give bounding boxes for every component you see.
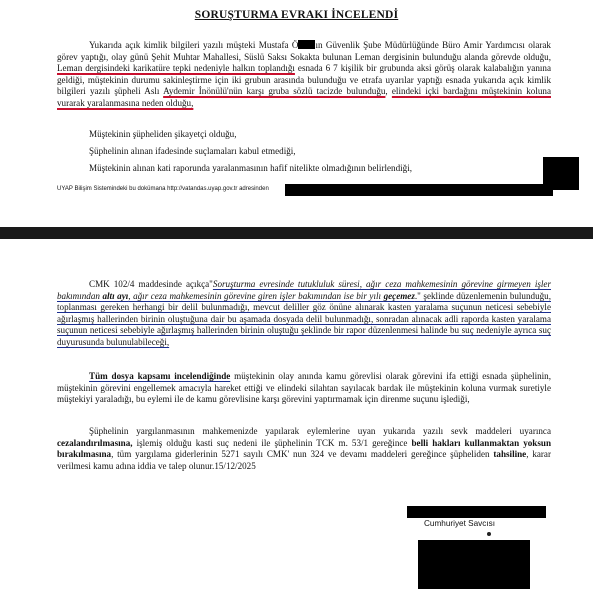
red-underline-1: Leman dergisindeki karikatüre tepki nedeniyle halkın toplandığı bbox=[57, 63, 295, 74]
line-complaint: Müştekinin şüpheliden şikayetçi olduğu, bbox=[89, 129, 237, 139]
red-underline-3: elindeki içki bardağını müştekinin koluna vurarak yaralanmasına neden olduğu, bbox=[57, 86, 551, 108]
document-title: SORUŞTURMA EVRAKI İNCELENDİ bbox=[194, 9, 399, 21]
signature-title: Cumhuriyet Savcısı bbox=[424, 519, 495, 528]
signature-mark bbox=[487, 532, 491, 536]
paragraph-assessment: Tüm dosya kapsamı incelendiğinde müştekinin olay anında kamu görevlisi olarak görevini ifa ettiği esnada şüphelinin, müştekinin görevini engellemek amacıyla hareket ettiği ve elindeki silahtan sayılacak bardak ile müştekinin koluna vurmak suretiyle müştekiyi yaraladığı, bu eylemi ile de kamu görevlisine karşı görevini yaptırmamak için direnme suçunu işlediği, bbox=[57, 371, 551, 405]
redaction-stamp bbox=[543, 157, 579, 190]
red-underline-2: Aydemir İnönülü'nün karşı gruba sözlü tacizde bulunduğu bbox=[163, 86, 386, 97]
redaction-footer bbox=[285, 184, 553, 196]
line-medical-report: Müştekinin alınan kati raporunda yaralanmasının hafif nitelikte olmadığının belirlendiği, bbox=[89, 163, 412, 173]
paragraph-incident: Yukarıda açık kimlik bilgileri yazılı müşteki Mustafa Ö ın Güvenlik Şube Müdürlüğünde Büro Amir Yardımcısı olarak görev yaptığı, olay günü Şehit Muhtar Mahallesi, Süslü Saksı Sokakta bulunan Leman dergisinin bulunduğu alanda görevde olduğu, Leman dergisindeki karikatüre tepki nedeniyle halkın toplandığı esnada 6 7 kişilik bir grubunda aksi görüş olarak kalabalığın yanına geldiği, müştekinin durumu sakinleştirme için iki grubun arasında bulunduğu ve etrafa uyarılar yaptığı esnada yukarıda açık kimlik bilgileri yazılı şüpheli Aslı Aydemir İnönülü'nün karşı gruba sözlü tacizde bulunduğu, elindeki içki bardağını müştekinin koluna vurarak yaralanmasına neden olduğu, bbox=[57, 40, 551, 108]
document-page-top bbox=[0, 0, 593, 205]
paragraph-cmk: CMK 102/4 maddesinde açıkça"Soruşturma evresinde tutukluluk süresi, ağır ceza mahkemesinin görevine girmeyen işler bakımından altı ayı, ağır ceza mahkemesinin görevine giren işler bakımından ise bir yılı geçemez." şeklinde düzenlemenin bulunduğu, toplanması gereken herhangi bir delil bulunmadığı, mevcut deliller göz önüne alınarak kasten yaralama suçunun neticesi sebebiyle ağırlaşmış hallerinden birinin oluştuğuna dair bu aşamada dosyada delil bulunmadığı, sonradan alınacak adli raporda kasten yaralama suçunun neticesi sebebiyle ağırlaşmış hallerinden birinin oluştuğu şeklinde bir rapor düzenlenmesi halinde bu suç nedeniyle ayrıca suç duyurusunda bulunulabileceği, bbox=[57, 279, 551, 347]
redaction-signer-name bbox=[407, 506, 546, 518]
uyap-footer-note: UYAP Bilişim Sistemindeki bu dokümana http://vatandas.uyap.gov.tr adresinden bbox=[57, 186, 269, 192]
paragraph-request: Şüphelinin yargılanmasının mahkemenizde yapılarak eylemlerine uyan yukarıda yazılı sevk maddeleri uyarınca cezalandırılmasına, işlemiş olduğu kasti suç nedeni ile şüphelinin TCK m. 53/1 gereğince belli hakları kullanmaktan yoksun bırakılmasına, tüm yargılama giderlerinin 5271 sayılı CMK' nun 324 ve devamı maddeleri gereğince şüpheliden tahsiline, karar verilmesi kamu adına iddia ve talep olunur.15/12/2025 bbox=[57, 426, 551, 471]
page-separator bbox=[0, 227, 593, 239]
redaction-signature bbox=[418, 540, 530, 589]
redaction-inline bbox=[298, 40, 315, 49]
line-statement: Şüphelinin alınan ifadesinde suçlamaları kabul etmediği, bbox=[89, 146, 296, 156]
